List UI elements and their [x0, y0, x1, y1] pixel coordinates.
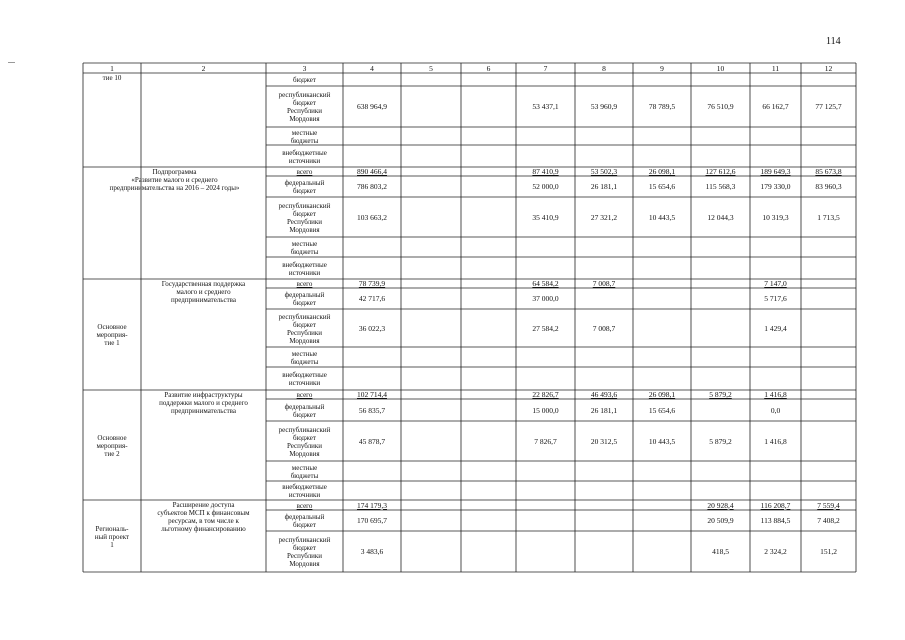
- value-cell: [802, 168, 855, 176]
- value-cell: [344, 511, 400, 531]
- header-col-3-line: 3: [302, 64, 307, 73]
- value-cell-line: 7 826,7: [534, 436, 557, 446]
- header-col-3: [267, 64, 342, 73]
- value-cell-line: 85 673,8: [815, 168, 842, 176]
- program-name-cell-line: «Развитие малого и среднего: [131, 176, 218, 184]
- row-label-cell: [84, 501, 140, 572]
- value-cell-line: 53 960,9: [590, 102, 618, 111]
- value-cell: [751, 400, 800, 421]
- source-cell-republic-line: Республики: [286, 328, 323, 337]
- source-cell-republic: [267, 532, 342, 572]
- row-label-cell-line: тие 2: [104, 449, 120, 458]
- value-cell: [802, 532, 855, 572]
- value-cell: [692, 87, 749, 127]
- value-cell: [576, 168, 632, 176]
- value-cell: [692, 391, 749, 399]
- value-cell: [751, 310, 800, 347]
- program-name-cell-line: льготному финансированию: [161, 525, 246, 533]
- value-cell: [517, 400, 574, 421]
- value-cell-line: 36 022,3: [358, 323, 386, 333]
- value-cell-line: 1 416,8: [764, 436, 787, 446]
- value-cell: [751, 289, 800, 309]
- value-cell-line: 27 584,2: [532, 323, 559, 333]
- source-cell-local-line: местные: [291, 463, 318, 472]
- program-name-cell-line: предпринимательства на 2016 – 2024 годы»: [109, 184, 240, 192]
- value-cell-line: 87 410,9: [532, 168, 559, 176]
- value-cell: [634, 422, 690, 461]
- value-cell: [634, 400, 690, 421]
- source-cell-budget_tail: [267, 74, 342, 86]
- value-cell-line: 174 179,3: [357, 501, 387, 510]
- source-cell-republic-line: Республики: [286, 552, 323, 560]
- value-cell: [344, 198, 400, 237]
- row-label-cell-line: ный проект: [94, 532, 130, 541]
- source-cell-republic-line: бюджет: [293, 433, 316, 442]
- source-cell-budget_tail-line: бюджет: [293, 76, 316, 84]
- source-cell-local: [267, 462, 342, 481]
- value-cell: [751, 87, 800, 127]
- header-col-2-line: 2: [201, 64, 206, 73]
- value-cell: [634, 391, 690, 399]
- source-cell-republic-line: республиканский: [278, 425, 331, 434]
- header-col-12-line: 12: [824, 64, 833, 73]
- row-label-cell: [84, 74, 140, 167]
- source-cell-republic-line: Мордовия: [289, 115, 320, 123]
- header-col-1-line: 1: [110, 64, 114, 73]
- value-cell: [751, 168, 800, 176]
- header-col-8-line: 8: [602, 64, 606, 73]
- value-cell-line: 116 208,7: [760, 501, 791, 510]
- value-cell-line: 103 663,2: [357, 212, 387, 222]
- source-cell-total: [267, 501, 342, 510]
- source-cell-federal: [267, 177, 342, 197]
- source-cell-total: [267, 168, 342, 176]
- value-cell: [802, 198, 855, 237]
- source-cell-federal-line: федеральный: [284, 179, 325, 187]
- program-name-cell-line: Расширение доступа: [172, 501, 235, 509]
- value-cell: [576, 400, 632, 421]
- value-cell: [517, 87, 574, 127]
- source-cell-republic-line: Мордовия: [289, 336, 320, 345]
- row-label-cell-line: 1: [110, 540, 114, 549]
- value-cell-line: 64 584,2: [532, 280, 559, 288]
- value-cell-line: 83 960,3: [815, 182, 842, 191]
- value-cell: [634, 168, 690, 176]
- row-label-cell: [84, 391, 140, 500]
- value-cell: [751, 422, 800, 461]
- value-cell: [692, 532, 749, 572]
- source-cell-total-line: всего: [296, 280, 313, 288]
- value-cell-line: 5 879,2: [709, 436, 732, 446]
- row-label-cell-line: Основное: [97, 433, 127, 442]
- header-col-4-line: 4: [370, 64, 374, 73]
- source-cell-federal-line: бюджет: [293, 410, 316, 419]
- source-cell-federal: [267, 511, 342, 531]
- program-name-cell-line: предпринимательства: [171, 296, 236, 304]
- row-label-cell-line: тие 1: [104, 339, 120, 347]
- value-cell-line: 76 510,9: [707, 102, 734, 111]
- value-cell-line: 1 429,4: [764, 323, 787, 333]
- source-cell-total-line: всего: [296, 501, 313, 510]
- value-cell-line: 53 502,3: [590, 168, 618, 176]
- source-cell-republic-line: бюджет: [293, 99, 316, 107]
- source-cell-offbudget: [267, 146, 342, 167]
- value-cell-line: 37 000,0: [532, 294, 559, 303]
- value-cell-line: 5 717,6: [764, 294, 787, 303]
- value-cell: [517, 177, 574, 197]
- source-cell-local-line: местные: [291, 349, 318, 358]
- value-cell-line: 20 509,9: [707, 516, 734, 525]
- value-cell: [344, 289, 400, 309]
- source-cell-federal: [267, 289, 342, 309]
- value-cell-line: 151,2: [820, 547, 837, 556]
- source-cell-local-line: местные: [291, 239, 318, 248]
- source-cell-offbudget-line: внебюджетные: [282, 148, 327, 157]
- program-name-cell-line: поддержки малого и среднего: [159, 399, 248, 407]
- value-cell: [517, 289, 574, 309]
- row-label-cell-line: Региональ-: [95, 524, 129, 533]
- header-col-2: [142, 64, 265, 73]
- value-cell: [751, 177, 800, 197]
- source-cell-offbudget-line: внебюджетные: [282, 483, 327, 491]
- source-cell-republic-line: республиканский: [278, 91, 331, 99]
- value-cell: [576, 310, 632, 347]
- value-cell-line: 2 324,2: [764, 547, 787, 556]
- source-cell-federal-line: бюджет: [293, 521, 316, 529]
- source-cell-republic-line: Мордовия: [289, 225, 320, 234]
- source-cell-total-line: всего: [296, 168, 313, 176]
- program-name-cell: [142, 280, 265, 310]
- source-cell-republic-line: бюджет: [293, 209, 316, 218]
- source-cell-republic-line: бюджет: [293, 544, 316, 552]
- source-cell-local-line: бюджеты: [290, 136, 319, 145]
- header-col-12: [802, 64, 855, 73]
- header-col-9: [634, 64, 690, 73]
- program-name-cell-line: Подпрограмма: [152, 168, 197, 176]
- value-cell: [751, 198, 800, 237]
- source-cell-total: [267, 391, 342, 399]
- value-cell-line: 20 928,4: [707, 501, 734, 510]
- value-cell: [344, 87, 400, 127]
- value-cell: [576, 391, 632, 399]
- value-cell-line: 10 319,3: [762, 212, 789, 222]
- value-cell: [751, 501, 800, 510]
- value-cell-line: 7 147,0: [764, 280, 787, 288]
- program-name-cell: [142, 501, 265, 540]
- source-cell-republic: [267, 198, 342, 237]
- value-cell-line: 12 044,3: [707, 212, 734, 222]
- value-cell: [344, 177, 400, 197]
- source-cell-local: [267, 348, 342, 367]
- value-cell-line: 52 000,0: [532, 182, 559, 191]
- value-cell: [692, 198, 749, 237]
- value-cell-line: 638 964,9: [357, 102, 387, 111]
- source-cell-local: [267, 238, 342, 257]
- source-cell-total-line: всего: [296, 391, 313, 399]
- source-cell-republic-line: Мордовия: [289, 449, 320, 458]
- header-col-11: [751, 64, 800, 73]
- source-cell-offbudget: [267, 258, 342, 279]
- source-cell-offbudget: [267, 368, 342, 390]
- value-cell-line: 3 483,6: [360, 547, 384, 556]
- value-cell: [576, 87, 632, 127]
- row-label-cell-line: Основное: [97, 323, 127, 331]
- value-cell: [576, 198, 632, 237]
- value-cell-line: 53 437,1: [532, 102, 559, 111]
- value-cell-line: 66 162,7: [762, 102, 789, 111]
- source-cell-offbudget-line: источники: [288, 156, 321, 165]
- program-name-cell-line: малого и среднего: [176, 288, 231, 296]
- source-cell-federal-line: федеральный: [284, 291, 325, 299]
- source-cell-offbudget-line: источники: [288, 268, 321, 277]
- source-cell-federal-line: бюджет: [293, 299, 316, 307]
- value-cell-line: 7 008,7: [592, 323, 616, 333]
- value-cell: [344, 391, 400, 399]
- source-cell-federal: [267, 400, 342, 421]
- value-cell-line: 189 649,3: [760, 168, 791, 176]
- source-cell-local-line: бюджеты: [290, 471, 319, 480]
- value-cell-line: 7 008,7: [592, 280, 616, 288]
- value-cell: [517, 280, 574, 288]
- value-cell-line: 170 695,7: [357, 516, 387, 525]
- source-cell-offbudget-line: внебюджетные: [282, 371, 327, 379]
- value-cell: [517, 168, 574, 176]
- value-cell: [344, 400, 400, 421]
- value-cell-line: 113 884,5: [760, 516, 791, 525]
- source-cell-offbudget-line: источники: [288, 491, 321, 499]
- value-cell-line: 102 714,4: [357, 391, 387, 399]
- value-cell-line: 78 789,5: [648, 102, 676, 111]
- source-cell-offbudget-line: источники: [288, 379, 321, 387]
- source-cell-republic-line: республиканский: [278, 201, 331, 210]
- value-cell-line: 56 835,7: [358, 405, 386, 415]
- value-cell-line: 20 312,5: [590, 436, 618, 446]
- value-cell: [344, 280, 400, 288]
- source-cell-republic-line: Республики: [286, 217, 323, 226]
- value-cell: [751, 511, 800, 531]
- program-name-cell-line: Государственная поддержка: [161, 280, 246, 288]
- value-cell: [802, 501, 855, 510]
- header-col-10: [692, 64, 749, 73]
- value-cell: [517, 422, 574, 461]
- header-col-5: [402, 64, 460, 73]
- value-cell-line: 45 878,7: [358, 436, 386, 446]
- value-cell-line: 418,5: [712, 547, 729, 556]
- value-cell-line: 15 654,6: [648, 405, 676, 415]
- value-cell: [692, 168, 749, 176]
- value-cell: [634, 177, 690, 197]
- value-cell: [344, 532, 400, 572]
- source-cell-republic-line: Мордовия: [289, 560, 320, 568]
- program-name-cell: [84, 168, 265, 200]
- header-col-11-line: 11: [771, 64, 780, 73]
- program-name-cell-line: Развитие инфраструктуры: [164, 391, 243, 399]
- value-cell: [517, 391, 574, 399]
- source-cell-local: [267, 128, 342, 145]
- page-number: 114: [826, 36, 841, 47]
- program-name-cell-line: ресурсам, в том числе к: [168, 517, 239, 525]
- source-cell-federal-line: федеральный: [284, 513, 325, 521]
- value-cell: [576, 280, 632, 288]
- row-label-cell-line: мероприя-: [96, 441, 128, 450]
- value-cell-line: 179 330,0: [760, 182, 791, 191]
- value-cell: [692, 422, 749, 461]
- value-cell: [802, 177, 855, 197]
- value-cell: [344, 501, 400, 510]
- header-col-5-line: 5: [429, 64, 433, 73]
- value-cell-line: 22 826,7: [532, 391, 559, 399]
- program-name-cell-line: предпринимательства: [171, 407, 236, 415]
- value-cell: [517, 310, 574, 347]
- value-cell-line: 35 410,9: [532, 212, 559, 222]
- source-cell-republic-line: республиканский: [278, 536, 331, 544]
- value-cell-line: 10 443,5: [648, 436, 676, 446]
- source-cell-republic-line: республиканский: [278, 312, 331, 321]
- header-col-8: [576, 64, 632, 73]
- source-cell-local-line: местные: [291, 128, 318, 137]
- source-cell-republic-line: бюджет: [293, 320, 316, 329]
- value-cell-line: 1 713,5: [817, 212, 840, 222]
- row-label-cell-line: мероприя-: [96, 331, 128, 339]
- source-cell-republic-line: Республики: [286, 441, 323, 450]
- value-cell-line: 1 416,8: [764, 391, 787, 399]
- value-cell: [634, 87, 690, 127]
- source-cell-republic: [267, 87, 342, 127]
- row-label-cell-line: тие 10: [102, 74, 122, 82]
- value-cell-line: 7 408,2: [817, 516, 840, 525]
- value-cell-line: 786 803,2: [357, 182, 387, 191]
- value-cell-line: 26 098,1: [648, 168, 676, 176]
- value-cell-line: 78 739,9: [358, 280, 386, 288]
- source-cell-local-line: бюджеты: [290, 357, 319, 366]
- value-cell: [802, 511, 855, 531]
- header-col-6-line: 6: [486, 64, 491, 73]
- header-col-9-line: 9: [660, 64, 664, 73]
- value-cell: [751, 391, 800, 399]
- value-cell: [576, 422, 632, 461]
- header-col-7: [517, 64, 574, 73]
- value-cell: [344, 422, 400, 461]
- value-cell-line: 26 181,1: [590, 405, 618, 415]
- source-cell-local-line: бюджеты: [290, 247, 319, 256]
- value-cell: [751, 532, 800, 572]
- value-cell-line: 7 559,4: [817, 501, 840, 510]
- value-cell-line: 15 000,0: [532, 405, 559, 415]
- source-cell-offbudget: [267, 482, 342, 500]
- value-cell-line: 10 443,5: [648, 212, 676, 222]
- value-cell-line: 77 125,7: [815, 102, 842, 111]
- value-cell: [344, 168, 400, 176]
- value-cell: [692, 501, 749, 510]
- value-cell: [344, 310, 400, 347]
- value-cell-line: 42 717,6: [358, 294, 386, 303]
- program-name-cell-line: субъектов МСП к финансовым: [157, 509, 250, 517]
- header-col-6: [462, 64, 515, 73]
- value-cell-line: 26 181,1: [590, 182, 618, 191]
- header-col-4: [344, 64, 400, 73]
- source-cell-federal-line: бюджет: [293, 187, 316, 195]
- value-cell-line: 0,0: [770, 405, 781, 415]
- value-cell: [517, 198, 574, 237]
- source-cell-total: [267, 280, 342, 288]
- value-cell-line: 127 612,6: [705, 168, 736, 176]
- value-cell-line: 46 493,6: [590, 391, 618, 399]
- value-cell: [802, 87, 855, 127]
- source-cell-republic: [267, 310, 342, 347]
- header-col-1: [84, 64, 140, 73]
- value-cell-line: 5 879,2: [709, 391, 732, 399]
- value-cell: [634, 198, 690, 237]
- source-cell-federal-line: федеральный: [284, 402, 325, 411]
- value-cell-line: 26 098,1: [648, 391, 676, 399]
- value-cell-line: 115 568,3: [705, 182, 736, 191]
- source-cell-offbudget-line: внебюджетные: [282, 260, 327, 269]
- value-cell-line: 15 654,6: [648, 182, 676, 191]
- row-label-cell: [84, 280, 140, 390]
- source-cell-republic-line: Республики: [286, 107, 323, 115]
- value-cell: [751, 280, 800, 288]
- header-col-7-line: 7: [543, 64, 548, 73]
- value-cell: [692, 511, 749, 531]
- value-cell-line: 27 321,2: [590, 212, 618, 222]
- value-cell-line: 890 466,4: [357, 168, 387, 176]
- header-col-10-line: 10: [716, 64, 725, 73]
- program-name-cell: [142, 391, 265, 421]
- value-cell: [576, 177, 632, 197]
- value-cell: [692, 177, 749, 197]
- source-cell-republic: [267, 422, 342, 461]
